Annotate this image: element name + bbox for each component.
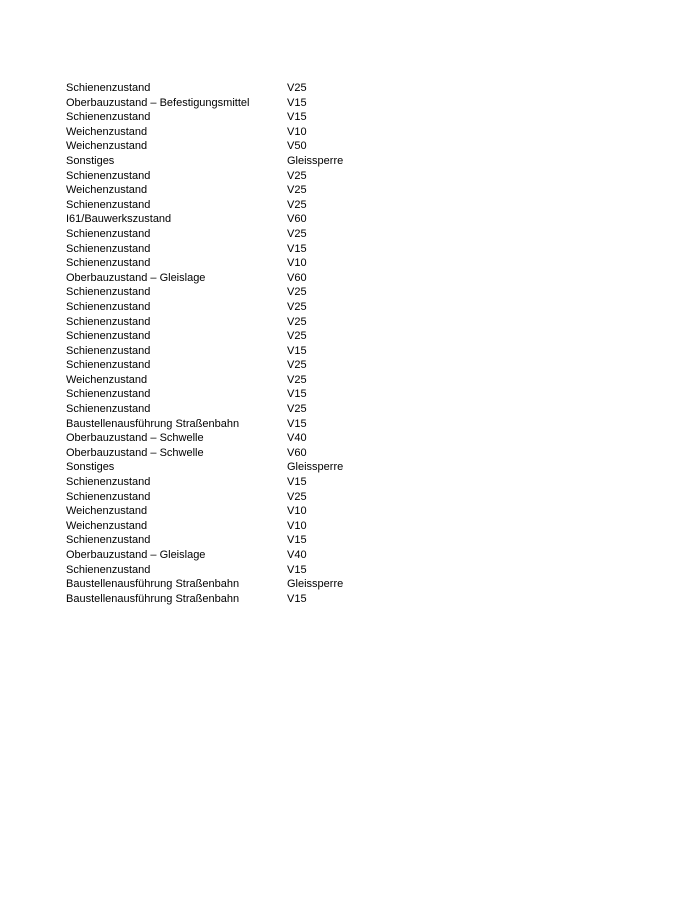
restriction-cell: V10	[287, 125, 307, 138]
table-row	[66, 563, 406, 578]
table-row	[66, 300, 406, 315]
reason-cell: Schienenzustand	[66, 359, 151, 372]
table-row	[66, 504, 406, 519]
reason-cell: Schienenzustand	[66, 169, 151, 182]
reason-cell: Oberbauzustand – Befestigungsmittel	[66, 96, 250, 109]
reason-cell: Weichenzustand	[66, 184, 148, 197]
restriction-cell: Gleissperre	[287, 154, 344, 167]
restriction-cell: V25	[287, 403, 307, 416]
table-row	[66, 242, 406, 257]
reason-cell: Baustellenausführung Straßenbahn	[66, 592, 240, 605]
table-row	[66, 110, 406, 125]
restriction-cell: V25	[287, 315, 307, 328]
table-row	[66, 315, 406, 330]
table-row	[66, 592, 406, 607]
table-row	[66, 490, 406, 505]
table-row	[66, 198, 406, 213]
restriction-cell: V40	[287, 432, 307, 445]
restriction-cell: V10	[287, 505, 307, 518]
reason-cell: Schienenzustand	[66, 300, 151, 313]
table-row	[66, 125, 406, 140]
table-row	[66, 285, 406, 300]
restriction-cell: V15	[287, 417, 307, 430]
table-row	[66, 577, 406, 592]
reason-cell: Sonstiges	[66, 461, 115, 474]
reason-cell: Schienenzustand	[66, 82, 151, 94]
restriction-cell: V25	[287, 198, 307, 211]
restriction-cell: Gleissperre	[287, 461, 344, 474]
table-row	[66, 417, 406, 432]
reason-cell: Weichenzustand	[66, 140, 148, 153]
table-row	[66, 169, 406, 184]
restriction-cell: V25	[287, 227, 307, 240]
table-row	[66, 431, 406, 446]
restriction-cell: V15	[287, 388, 307, 401]
reason-cell: Schienenzustand	[66, 388, 151, 401]
reason-cell: Schienenzustand	[66, 111, 151, 124]
reason-cell: Schienenzustand	[66, 403, 151, 416]
table-row	[66, 344, 406, 359]
restriction-cell: V10	[287, 257, 307, 270]
restriction-table	[66, 81, 406, 606]
restriction-cell: V25	[287, 373, 307, 386]
table-row	[66, 329, 406, 344]
table-row	[66, 446, 406, 461]
reason-cell: Schienenzustand	[66, 344, 151, 357]
reason-cell: Weichenzustand	[66, 125, 148, 138]
restriction-cell: V25	[287, 184, 307, 197]
reason-cell: Schienenzustand	[66, 242, 151, 255]
restriction-cell: V25	[287, 82, 307, 94]
reason-cell: Schienenzustand	[66, 286, 151, 299]
reason-cell: Schienenzustand	[66, 315, 151, 328]
reason-cell: Oberbauzustand – Gleislage	[66, 549, 206, 561]
restriction-cell: V15	[287, 563, 307, 576]
restriction-cell: V15	[287, 242, 307, 255]
table-row	[66, 475, 406, 490]
reason-cell: Schienenzustand	[66, 198, 151, 211]
reason-cell: Sonstiges	[66, 154, 115, 167]
reason-cell: Weichenzustand	[66, 373, 148, 386]
table-row	[66, 387, 406, 402]
restriction-cell: Gleissperre	[287, 578, 344, 591]
table-row	[66, 96, 406, 111]
restriction-cell: V60	[287, 213, 307, 226]
reason-cell: Weichenzustand	[66, 519, 148, 532]
table-row	[66, 81, 406, 96]
restriction-cell: V60	[287, 446, 307, 459]
restriction-cell: V15	[287, 534, 307, 547]
reason-cell: I61/Bauwerkszustand	[66, 213, 172, 226]
restriction-cell: V15	[287, 476, 307, 489]
table-row	[66, 154, 406, 169]
table-row	[66, 519, 406, 534]
table-row	[66, 358, 406, 373]
restriction-cell: V10	[287, 519, 307, 532]
reason-cell: Weichenzustand	[66, 505, 148, 518]
reason-cell: Schienenzustand	[66, 490, 151, 503]
reason-cell: Schienenzustand	[66, 227, 151, 240]
restriction-cell: V15	[287, 111, 307, 124]
restriction-cell: V15	[287, 344, 307, 357]
table-row	[66, 183, 406, 198]
reason-cell: Schienenzustand	[66, 330, 151, 343]
restriction-cell: V15	[287, 96, 307, 109]
reason-cell: Schienenzustand	[66, 257, 151, 270]
reason-cell: Oberbauzustand – Schwelle	[66, 432, 204, 445]
restriction-cell: V25	[287, 330, 307, 343]
reason-cell: Schienenzustand	[66, 534, 151, 547]
table-row	[66, 533, 406, 548]
restriction-cell: V25	[287, 286, 307, 299]
reason-cell: Baustellenausführung Straßenbahn	[66, 578, 240, 591]
table-row	[66, 227, 406, 242]
restriction-cell: V50	[287, 140, 307, 153]
restriction-cell: V25	[287, 490, 307, 503]
reason-cell: Oberbauzustand – Gleislage	[66, 271, 206, 284]
reason-cell: Schienenzustand	[66, 563, 151, 576]
table-row	[66, 139, 406, 154]
reason-cell: Schienenzustand	[66, 476, 151, 489]
reason-cell: Oberbauzustand – Schwelle	[66, 446, 204, 459]
restriction-cell: V60	[287, 271, 307, 284]
restriction-cell: V15	[287, 592, 307, 605]
table-row	[66, 373, 406, 388]
restriction-cell: V40	[287, 549, 307, 561]
table-row	[66, 460, 406, 475]
table-row	[66, 271, 406, 286]
reason-cell: Baustellenausführung Straßenbahn	[66, 417, 240, 430]
table-row	[66, 548, 406, 563]
table-row	[66, 402, 406, 417]
restriction-cell: V25	[287, 169, 307, 182]
restriction-cell: V25	[287, 359, 307, 372]
table-row	[66, 212, 406, 227]
table-row	[66, 256, 406, 271]
restriction-cell: V25	[287, 300, 307, 313]
